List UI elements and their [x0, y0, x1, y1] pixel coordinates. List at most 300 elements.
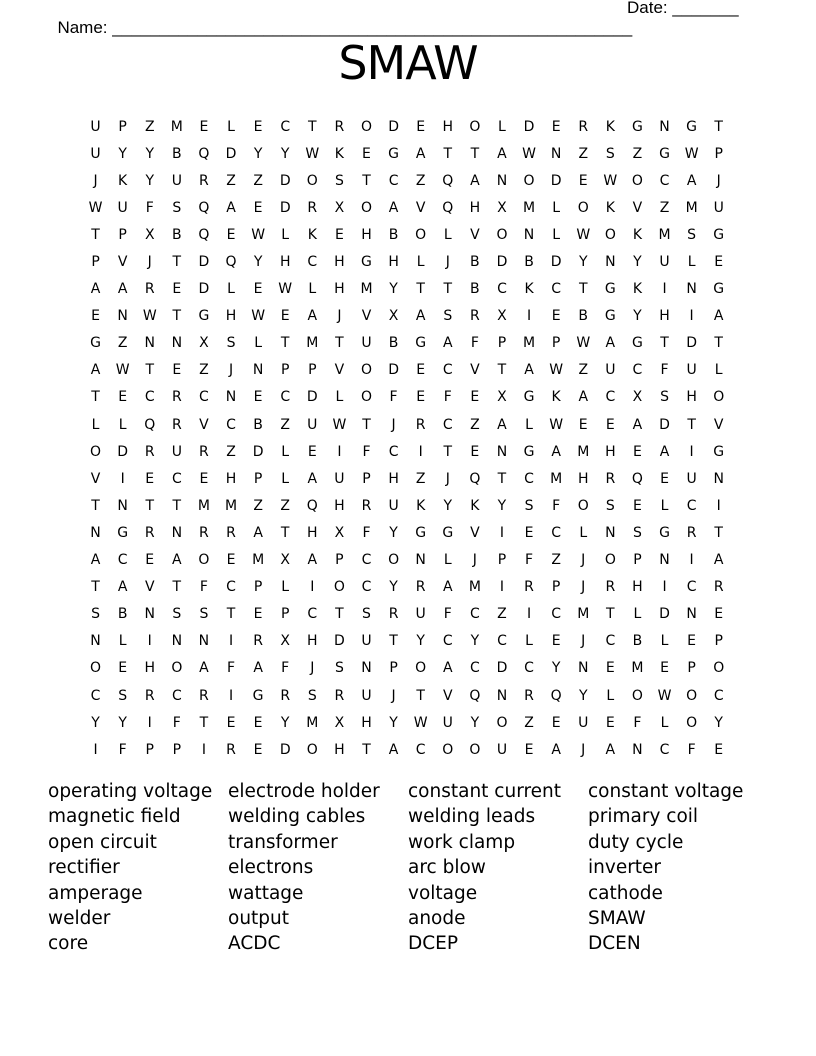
grid-cell[interactable]: A [686, 172, 697, 189]
grid-cell[interactable]: T [226, 606, 236, 623]
grid-cell[interactable]: O [469, 741, 481, 758]
grid-cell[interactable]: A [497, 145, 507, 162]
grid-cell[interactable]: C [171, 687, 182, 704]
grid-cell[interactable]: A [442, 660, 453, 677]
grid-cell[interactable]: R [144, 281, 155, 298]
grid-cell[interactable]: C [361, 579, 372, 596]
grid-cell[interactable]: O [360, 118, 372, 135]
grid-cell[interactable]: A [497, 416, 507, 433]
grid-cell[interactable]: E [145, 470, 155, 487]
grid-cell[interactable]: E [714, 741, 724, 758]
grid-cell[interactable]: S [226, 335, 236, 352]
grid-cell[interactable]: L [281, 470, 290, 487]
grid-cell[interactable]: Y [253, 254, 263, 271]
grid-cell[interactable]: S [172, 199, 182, 216]
grid-cell[interactable]: O [360, 199, 372, 216]
grid-cell[interactable]: I [499, 579, 505, 596]
grid-cell[interactable]: A [524, 362, 534, 379]
grid-cell[interactable]: E [470, 443, 480, 460]
grid-cell[interactable]: Q [442, 172, 454, 189]
grid-cell[interactable]: A [90, 552, 101, 569]
grid-cell[interactable]: L [281, 443, 290, 460]
grid-cell[interactable]: S [443, 308, 453, 325]
grid-cell[interactable]: P [551, 579, 561, 596]
grid-cell[interactable]: V [713, 416, 724, 433]
grid-cell[interactable]: R [226, 524, 236, 541]
grid-cell[interactable]: F [118, 741, 127, 758]
grid-cell[interactable]: P [145, 741, 154, 758]
grid-cell[interactable]: J [391, 687, 396, 704]
grid-cell[interactable]: R [199, 524, 209, 541]
grid-cell[interactable]: A [90, 362, 101, 379]
grid-cell[interactable]: E [362, 145, 371, 162]
grid-cell[interactable]: F [281, 660, 290, 677]
grid-cell[interactable]: P [280, 606, 290, 623]
grid-cell[interactable]: V [415, 199, 426, 216]
grid-cell[interactable]: R [171, 416, 182, 433]
grid-cell[interactable]: Z [144, 118, 155, 135]
grid-cell[interactable]: S [91, 606, 100, 623]
grid-cell[interactable]: I [662, 281, 667, 298]
grid-cell[interactable]: U [361, 633, 372, 650]
grid-cell[interactable]: D [388, 362, 399, 379]
grid-cell[interactable]: R [307, 199, 318, 216]
grid-cell[interactable]: R [280, 687, 291, 704]
grid-cell[interactable]: P [335, 552, 344, 569]
grid-cell[interactable]: M [360, 281, 373, 298]
grid-cell[interactable]: F [199, 579, 208, 596]
grid-cell[interactable]: L [633, 606, 642, 623]
grid-cell[interactable]: U [361, 687, 372, 704]
grid-cell[interactable]: I [526, 606, 532, 623]
grid-cell[interactable]: H [361, 714, 372, 731]
grid-cell[interactable]: C [117, 552, 128, 569]
grid-cell[interactable]: T [335, 606, 344, 623]
grid-cell[interactable]: L [308, 281, 317, 298]
grid-cell[interactable]: U [361, 335, 372, 352]
grid-cell[interactable]: H [605, 443, 616, 460]
grid-cell[interactable]: E [578, 416, 588, 433]
grid-cell[interactable]: B [172, 145, 182, 162]
grid-cell[interactable]: L [227, 118, 235, 135]
grid-cell[interactable]: H [307, 524, 318, 541]
grid-cell[interactable]: U [171, 172, 182, 189]
grid-cell[interactable]: U [659, 254, 670, 271]
grid-cell[interactable]: J [337, 308, 342, 325]
grid-cell[interactable]: L [443, 552, 452, 569]
grid-cell[interactable]: O [360, 389, 372, 406]
grid-cell[interactable]: E [660, 660, 669, 677]
grid-cell[interactable]: N [171, 633, 183, 650]
grid-cell[interactable]: O [90, 443, 102, 460]
grid-cell[interactable]: G [604, 308, 616, 325]
grid-cell[interactable]: N [577, 660, 589, 677]
grid-cell[interactable]: T [145, 362, 155, 379]
grid-cell[interactable]: L [660, 633, 669, 650]
grid-cell[interactable]: N [198, 633, 210, 650]
grid-cell[interactable]: G [659, 524, 670, 541]
grid-cell[interactable]: J [581, 633, 586, 650]
grid-cell[interactable]: F [172, 714, 181, 731]
grid-cell[interactable]: C [632, 362, 643, 379]
grid-cell[interactable]: O [333, 579, 345, 596]
grid-cell[interactable]: M [306, 335, 319, 352]
grid-cell[interactable]: U [442, 714, 453, 731]
grid-cell[interactable]: N [415, 552, 426, 569]
grid-cell[interactable]: B [172, 226, 182, 243]
grid-cell[interactable]: S [632, 524, 642, 541]
grid-cell[interactable]: X [199, 335, 209, 352]
grid-cell[interactable]: G [361, 254, 372, 271]
grid-cell[interactable]: M [306, 714, 319, 731]
grid-cell[interactable]: E [416, 362, 426, 379]
grid-cell[interactable]: T [172, 254, 182, 271]
grid-cell[interactable]: T [416, 281, 425, 298]
grid-cell[interactable]: N [225, 389, 237, 406]
grid-cell[interactable]: C [226, 579, 236, 596]
grid-cell[interactable]: T [91, 497, 100, 514]
grid-cell[interactable]: D [334, 633, 345, 650]
grid-cell[interactable]: D [117, 443, 129, 460]
grid-cell[interactable]: U [334, 470, 345, 487]
grid-cell[interactable]: A [226, 199, 236, 216]
grid-cell[interactable]: R [199, 687, 209, 704]
grid-cell[interactable]: W [142, 308, 157, 325]
grid-cell[interactable]: T [362, 172, 371, 189]
grid-cell[interactable]: A [415, 308, 426, 325]
grid-cell[interactable]: E [605, 660, 615, 677]
grid-cell[interactable]: P [253, 470, 263, 487]
grid-cell[interactable]: N [659, 118, 670, 135]
grid-cell[interactable]: W [115, 362, 130, 379]
grid-cell[interactable]: C [551, 281, 562, 298]
grid-cell[interactable]: D [279, 741, 291, 758]
grid-cell[interactable]: T [172, 308, 182, 325]
grid-cell[interactable]: I [147, 714, 152, 731]
grid-cell[interactable]: A [713, 552, 724, 569]
grid-cell[interactable]: I [689, 443, 694, 460]
grid-cell[interactable]: B [388, 226, 399, 243]
grid-cell[interactable]: E [416, 118, 426, 135]
grid-cell[interactable]: S [199, 606, 209, 623]
grid-cell[interactable]: M [197, 497, 210, 514]
grid-cell[interactable]: E [632, 443, 642, 460]
grid-cell[interactable]: A [659, 443, 670, 460]
grid-cell[interactable]: S [334, 172, 344, 189]
grid-cell[interactable]: D [388, 118, 399, 135]
grid-cell[interactable]: R [171, 389, 182, 406]
grid-cell[interactable]: I [662, 579, 667, 596]
grid-cell[interactable]: W [522, 145, 536, 162]
grid-cell[interactable]: F [470, 335, 479, 352]
grid-cell[interactable]: Q [198, 199, 210, 216]
grid-cell[interactable]: X [334, 714, 345, 731]
grid-cell[interactable]: N [171, 524, 183, 541]
grid-cell[interactable]: C [171, 470, 182, 487]
grid-cell[interactable]: C [280, 118, 291, 135]
grid-cell[interactable]: M [577, 443, 590, 460]
grid-cell[interactable]: Z [578, 362, 589, 379]
grid-cell[interactable]: E [226, 552, 236, 569]
grid-cell[interactable]: S [362, 606, 371, 623]
grid-cell[interactable]: T [443, 281, 453, 298]
grid-cell[interactable]: E [253, 714, 263, 731]
grid-cell[interactable]: W [251, 308, 266, 325]
grid-cell[interactable]: O [523, 172, 535, 189]
grid-cell[interactable]: P [497, 335, 507, 352]
grid-cell[interactable]: E [91, 308, 100, 325]
grid-cell[interactable]: Y [389, 579, 398, 596]
grid-cell[interactable]: T [497, 362, 507, 379]
grid-cell[interactable]: F [660, 362, 669, 379]
grid-cell[interactable]: J [581, 579, 586, 596]
grid-cell[interactable]: N [361, 660, 372, 677]
grid-cell[interactable]: A [172, 552, 182, 569]
grid-cell[interactable]: G [415, 524, 427, 541]
grid-cell[interactable]: E [551, 308, 561, 325]
grid-cell[interactable]: L [498, 118, 506, 135]
grid-cell[interactable]: P [172, 741, 182, 758]
grid-cell[interactable]: N [117, 497, 128, 514]
grid-cell[interactable]: N [605, 254, 616, 271]
grid-cell[interactable]: O [631, 172, 643, 189]
grid-cell[interactable]: F [362, 524, 371, 541]
grid-cell[interactable]: I [689, 308, 694, 325]
grid-cell[interactable]: M [523, 199, 536, 216]
grid-cell[interactable]: R [199, 443, 209, 460]
grid-cell[interactable]: S [687, 226, 697, 243]
grid-cell[interactable]: B [632, 633, 643, 650]
grid-cell[interactable]: C [361, 552, 372, 569]
grid-cell[interactable]: C [469, 660, 480, 677]
grid-cell[interactable]: G [659, 145, 670, 162]
grid-cell[interactable]: E [253, 281, 263, 298]
grid-cell[interactable]: G [713, 443, 725, 460]
grid-cell[interactable]: J [391, 416, 396, 433]
grid-cell[interactable]: M [224, 497, 238, 514]
grid-cell[interactable]: E [253, 606, 263, 623]
grid-cell[interactable]: T [335, 335, 344, 352]
grid-cell[interactable]: G [442, 524, 454, 541]
grid-cell[interactable]: E [416, 389, 426, 406]
grid-cell[interactable]: E [118, 389, 128, 406]
grid-cell[interactable]: O [631, 687, 643, 704]
grid-cell[interactable]: X [280, 633, 290, 650]
grid-cell[interactable]: V [144, 579, 155, 596]
grid-cell[interactable]: X [334, 199, 345, 216]
grid-cell[interactable]: G [713, 281, 725, 298]
grid-cell[interactable]: P [362, 470, 371, 487]
grid-cell[interactable]: T [497, 470, 507, 487]
grid-cell[interactable]: O [496, 226, 508, 243]
grid-cell[interactable]: Q [469, 470, 481, 487]
grid-cell[interactable]: L [281, 579, 290, 596]
grid-cell[interactable]: E [687, 633, 697, 650]
grid-cell[interactable]: U [90, 145, 101, 162]
grid-cell[interactable]: L [118, 633, 127, 650]
grid-cell[interactable]: A [632, 416, 643, 433]
grid-cell[interactable]: C [144, 389, 155, 406]
grid-cell[interactable]: W [549, 416, 564, 433]
grid-cell[interactable]: W [278, 281, 293, 298]
grid-cell[interactable]: D [523, 118, 535, 135]
grid-cell[interactable]: E [253, 741, 263, 758]
grid-cell[interactable]: R [199, 172, 209, 189]
grid-cell[interactable]: R [469, 308, 480, 325]
grid-cell[interactable]: U [686, 362, 697, 379]
grid-cell[interactable]: F [226, 660, 236, 677]
grid-cell[interactable]: N [496, 687, 508, 704]
grid-cell[interactable]: C [442, 362, 453, 379]
grid-cell[interactable]: H [361, 226, 372, 243]
grid-cell[interactable]: R [144, 443, 155, 460]
grid-cell[interactable]: T [172, 579, 182, 596]
grid-cell[interactable]: Z [415, 172, 426, 189]
grid-cell[interactable]: O [171, 660, 183, 677]
grid-cell[interactable]: P [389, 660, 398, 677]
grid-cell[interactable]: U [307, 416, 318, 433]
grid-cell[interactable]: D [496, 660, 508, 677]
grid-cell[interactable]: S [118, 687, 128, 704]
grid-cell[interactable]: W [603, 172, 618, 189]
grid-cell[interactable]: E [253, 389, 263, 406]
grid-cell[interactable]: R [226, 741, 236, 758]
grid-cell[interactable]: V [470, 362, 480, 379]
grid-cell[interactable]: B [117, 606, 128, 623]
grid-cell[interactable]: T [172, 497, 182, 514]
grid-cell[interactable]: D [496, 254, 508, 271]
grid-cell[interactable]: P [687, 660, 696, 677]
grid-cell[interactable]: C [388, 172, 399, 189]
grid-cell[interactable]: M [523, 335, 536, 352]
grid-cell[interactable]: Y [443, 497, 453, 514]
grid-cell[interactable]: D [198, 254, 210, 271]
grid-cell[interactable]: N [171, 335, 183, 352]
grid-cell[interactable]: G [117, 524, 129, 541]
grid-cell[interactable]: Z [524, 714, 534, 731]
grid-cell[interactable]: O [713, 389, 725, 406]
grid-cell[interactable]: R [686, 524, 697, 541]
grid-cell[interactable]: K [416, 497, 426, 514]
grid-cell[interactable]: C [713, 687, 724, 704]
grid-cell[interactable]: C [659, 172, 670, 189]
grid-cell[interactable]: I [716, 497, 721, 514]
grid-cell[interactable]: Y [145, 145, 155, 162]
grid-cell[interactable]: K [524, 281, 534, 298]
grid-cell[interactable]: W [576, 335, 591, 352]
grid-cell[interactable]: N [117, 308, 128, 325]
grid-cell[interactable]: N [144, 606, 155, 623]
grid-cell[interactable]: I [310, 579, 315, 596]
grid-cell[interactable]: N [496, 443, 508, 460]
grid-cell[interactable]: M [631, 660, 644, 677]
grid-cell[interactable]: X [497, 199, 507, 216]
grid-cell[interactable]: A [90, 281, 101, 298]
grid-cell[interactable]: S [334, 660, 344, 677]
grid-cell[interactable]: A [307, 308, 318, 325]
grid-cell[interactable]: E [199, 118, 209, 135]
grid-cell[interactable]: W [576, 226, 591, 243]
grid-cell[interactable]: S [605, 145, 615, 162]
grid-cell[interactable]: T [362, 741, 371, 758]
grid-cell[interactable]: T [362, 416, 371, 433]
grid-cell[interactable]: O [415, 660, 427, 677]
grid-cell[interactable]: P [308, 362, 317, 379]
grid-cell[interactable]: N [252, 362, 264, 379]
grid-cell[interactable]: Z [497, 606, 507, 623]
grid-cell[interactable]: G [604, 281, 616, 298]
grid-cell[interactable]: Z [470, 416, 480, 433]
grid-cell[interactable]: B [253, 416, 263, 433]
grid-cell[interactable]: R [144, 687, 155, 704]
grid-cell[interactable]: A [253, 524, 263, 541]
grid-cell[interactable]: Q [198, 226, 210, 243]
grid-cell[interactable]: R [524, 687, 534, 704]
grid-cell[interactable]: G [523, 389, 535, 406]
grid-cell[interactable]: M [658, 226, 671, 243]
grid-cell[interactable]: Y [416, 633, 425, 650]
grid-cell[interactable]: D [550, 254, 562, 271]
grid-cell[interactable]: L [714, 362, 723, 379]
grid-cell[interactable]: T [714, 524, 723, 541]
grid-cell[interactable]: G [686, 118, 698, 135]
name-field-label[interactable]: Name: _______________________________________________________ [57, 18, 633, 37]
grid-cell[interactable]: T [416, 687, 425, 704]
grid-cell[interactable]: I [499, 524, 505, 541]
grid-cell[interactable]: I [689, 552, 694, 569]
grid-cell[interactable]: T [714, 118, 723, 135]
grid-cell[interactable]: X [280, 552, 290, 569]
grid-cell[interactable]: A [253, 660, 263, 677]
grid-cell[interactable]: S [172, 606, 182, 623]
grid-cell[interactable]: A [578, 389, 589, 406]
grid-cell[interactable]: T [714, 335, 723, 352]
grid-cell[interactable]: C [524, 660, 534, 677]
grid-cell[interactable]: E [253, 199, 263, 216]
grid-cell[interactable]: J [445, 254, 450, 271]
grid-cell[interactable]: B [578, 308, 589, 325]
grid-cell[interactable]: N [605, 524, 616, 541]
grid-cell[interactable]: N [523, 226, 535, 243]
grid-cell[interactable]: T [280, 524, 290, 541]
grid-cell[interactable]: N [686, 606, 697, 623]
grid-cell[interactable]: Z [117, 335, 128, 352]
grid-cell[interactable]: R [144, 524, 155, 541]
grid-cell[interactable]: R [415, 579, 426, 596]
grid-cell[interactable]: A [551, 741, 561, 758]
grid-cell[interactable]: F [145, 199, 154, 216]
grid-cell[interactable]: H [659, 308, 670, 325]
grid-cell[interactable]: C [524, 470, 534, 487]
grid-cell[interactable]: V [632, 199, 643, 216]
grid-cell[interactable]: H [442, 118, 454, 135]
grid-cell[interactable]: Z [199, 362, 209, 379]
grid-cell[interactable]: O [577, 199, 589, 216]
grid-cell[interactable]: E [199, 470, 209, 487]
grid-cell[interactable]: W [413, 714, 428, 731]
grid-cell[interactable]: L [552, 226, 561, 243]
grid-cell[interactable]: V [470, 524, 480, 541]
grid-cell[interactable]: Y [253, 145, 263, 162]
grid-cell[interactable]: R [334, 118, 345, 135]
grid-cell[interactable]: E [280, 308, 290, 325]
grid-cell[interactable]: X [632, 389, 643, 406]
grid-cell[interactable]: R [605, 579, 616, 596]
grid-cell[interactable]: P [118, 118, 127, 135]
grid-cell[interactable]: T [470, 145, 480, 162]
grid-cell[interactable]: A [307, 552, 318, 569]
grid-cell[interactable]: O [496, 714, 508, 731]
